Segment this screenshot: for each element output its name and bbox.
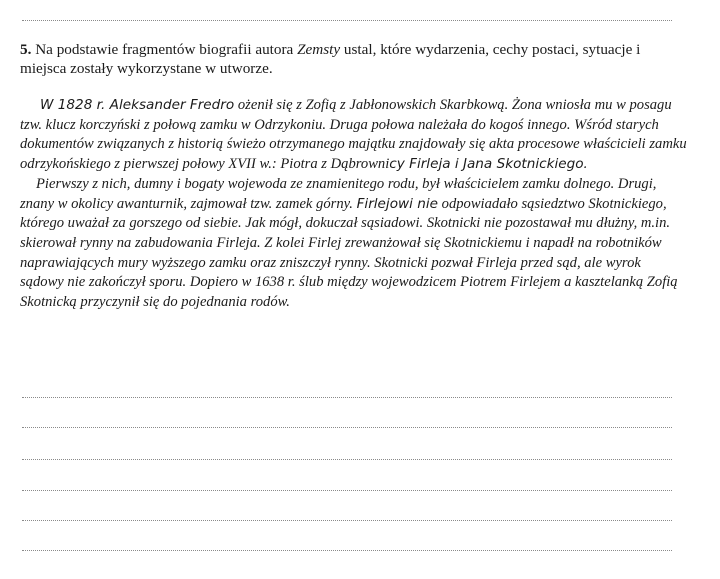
- fragment-intro: W 1828 r. Aleksander Fredro: [40, 97, 235, 113]
- answer-line-5[interactable]: [22, 520, 672, 521]
- answer-line-2[interactable]: [22, 427, 672, 428]
- answer-line-top[interactable]: [22, 20, 672, 21]
- task-text-before: Na podstawie fragmentów biografii autora: [35, 41, 294, 58]
- task-5-instruction: [20, 40, 680, 78]
- fragment-p2-rest: odpowiadało sąsiedztwo Skotnickiego, którego uważał za gorszego od siebie. Jak mógł, dokuczał sąsiadowi. Skotnicki nie pozostawał mu dłużny, m.in. skierował rynny na zabudowania Firleja. Z kolei Firlej zrewanżował się Skotnickiemu i napadł na robotników naprawiających mury wyższego zamku oraz zniszczył rynny. Skotnicki pozwał Firleja przed sąd, ale wyrok sądowy nie zakończył sporu. Dopiero w 1638 r. ślub między wojewodzicem Piotrem Firlejem a kasztelanką Zofią Skotnicką przyczynił się do pojednania rodów.: [20, 195, 678, 311]
- fragment-paragraph-1: [20, 96, 688, 175]
- answer-line-1[interactable]: [22, 397, 672, 398]
- fragment-p1-names: cy Firleja i Jana Skotnickiego.: [389, 156, 588, 173]
- fragment-p1-body: ożenił się z Zofią z Jabłonowskich Skarbkową. Żona wniosła mu w posagu tzw. klucz korczyński z połową zamku w Odrzykoniu. Druga połowa należała do kogoś innego. Wśród starych dokumentów związanych z historią świeżo otrzymanego majątku znajdowały się akta procesowe właścicieli zamku odrzykońskiego z pierwszej połowy XVII w.: Piotra z Dąbrowni: [20, 97, 687, 173]
- answer-line-6[interactable]: [22, 550, 672, 551]
- answer-line-3[interactable]: [22, 459, 672, 460]
- answer-line-4[interactable]: [22, 490, 672, 491]
- task-number: 5.: [20, 41, 32, 58]
- task-text-after: ustal, które wydarzenia, cechy postaci, sytuacje i miejsca zostały wykorzystane w utworze.: [20, 41, 641, 77]
- fragment-p2-name: Firlejowi nie: [356, 195, 438, 212]
- fragment-paragraph-2: [20, 175, 688, 313]
- biography-fragment: [20, 96, 688, 313]
- task-work-title: Zemsty: [297, 41, 341, 58]
- fragment-p2-body: Pierwszy z nich, dumny i bogaty wojewoda ze znamienitego rodu, był właścicielem zamku dolnego. Drugi, znany w okolicy awanturnik, zajmował tzw. zamek górny.: [20, 175, 657, 212]
